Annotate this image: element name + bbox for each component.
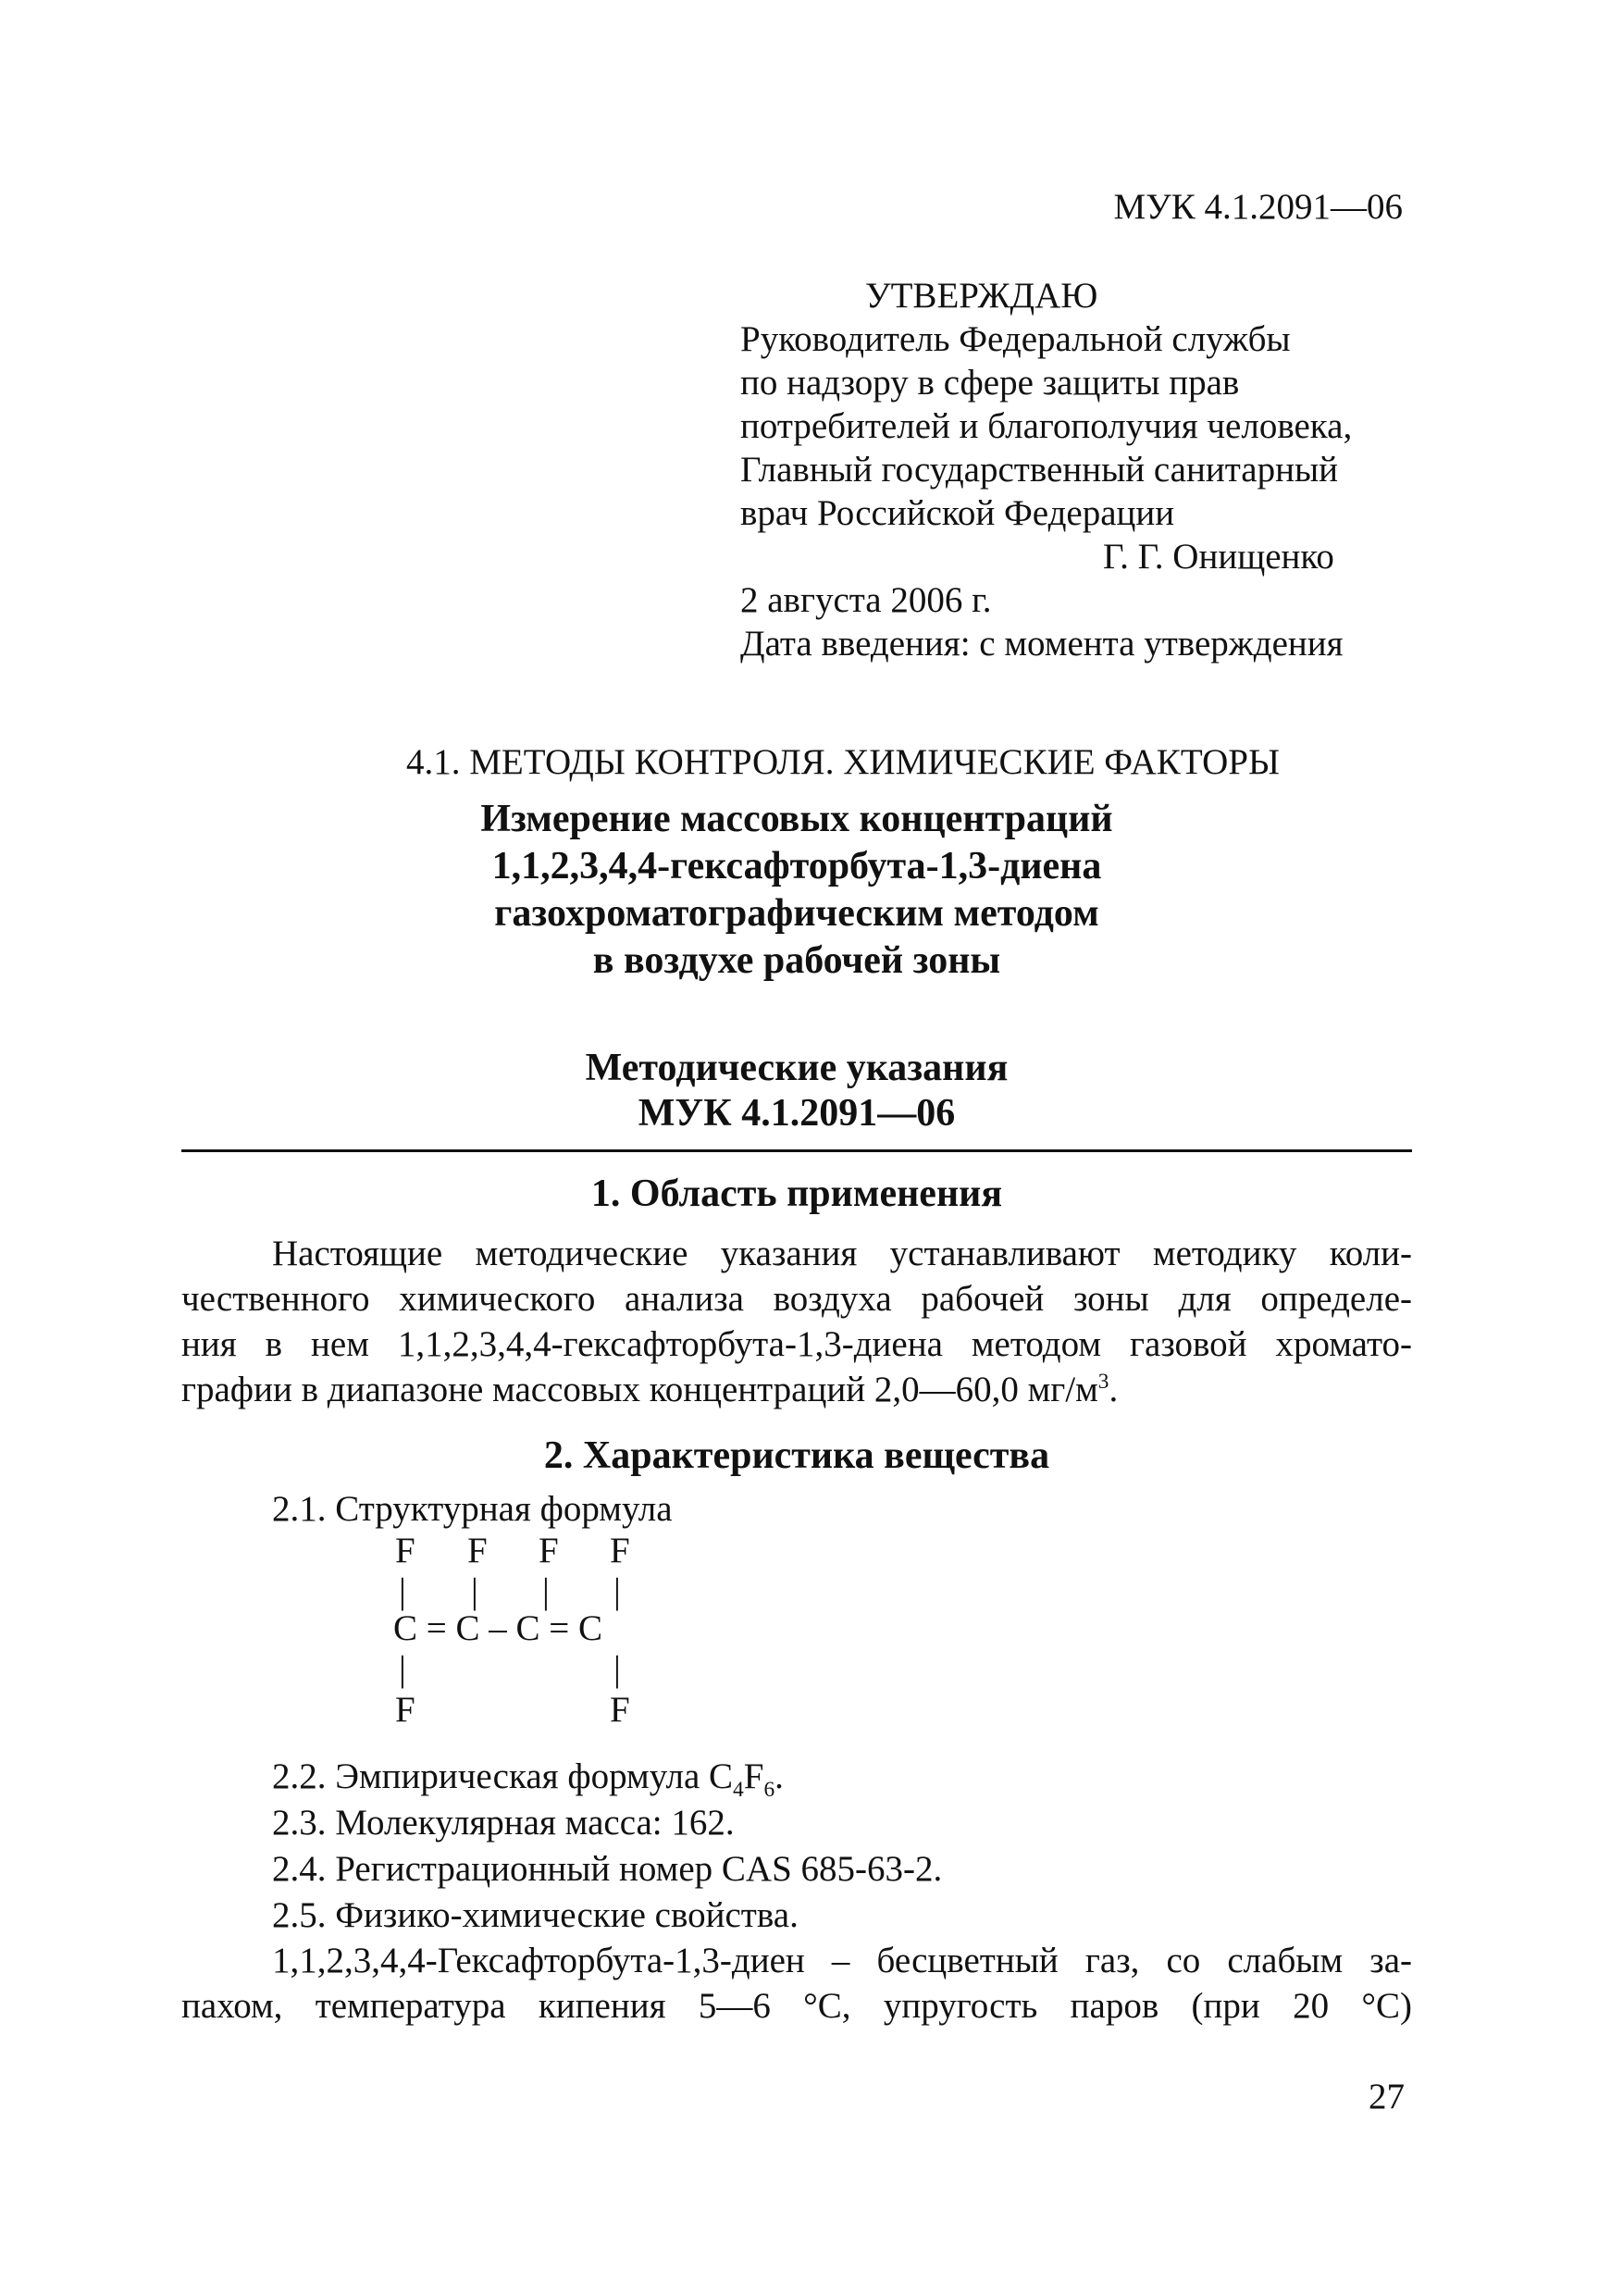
section-header: 4.1. МЕТОДЫ КОНТРОЛЯ. ХИМИЧЕСКИЕ ФАКТОРЫ — [406, 742, 1280, 782]
formula-atom: F — [467, 1531, 488, 1570]
item-2-2: 2.2. Эмпирическая формула $C_4F_6$. — [272, 1756, 784, 1802]
approval-date: 2 августа 2006 г. — [740, 580, 992, 620]
guideline-type: Методические указания — [585, 1047, 1009, 1089]
approval-line: Руководитель Федеральной службы — [740, 319, 1291, 359]
paragraph-line: ния в нем 1,1,2,3,4,4-гексафторбута-1,3-диена методом газовой хромато- — [181, 1324, 1412, 1364]
approval-effective-date: Дата введения: с момента утверждения — [740, 624, 1344, 664]
section-1-heading: 1. Область применения — [590, 1173, 1003, 1215]
guideline-title — [181, 1046, 1412, 1136]
main-title-line: в воздухе рабочей зоны — [592, 939, 1001, 982]
structural-formula — [393, 1533, 634, 1764]
title-divider — [181, 1149, 1412, 1152]
formula-bond: | — [471, 1571, 478, 1611]
formula-bond: | — [613, 1571, 621, 1611]
formula-bond: | — [399, 1571, 406, 1611]
paragraph-last-line: графии в диапазоне массовых концентраций 2,0—60,0 $мг/м^3$. — [181, 1370, 1119, 1409]
formula-atom: F — [395, 1690, 415, 1730]
formula-atom: F — [539, 1531, 559, 1570]
approval-line: потребителей и благополучия человека, — [740, 406, 1353, 446]
item-2-1: 2.1. Структурная формула — [272, 1489, 673, 1529]
approval-title: УТВЕРЖДАЮ — [865, 276, 1098, 316]
formula-bond: | — [399, 1649, 406, 1689]
item-2-5: 2.5. Физико-химические свойства. — [272, 1895, 799, 1935]
approval-line: Главный государственный санитарный — [740, 450, 1339, 490]
section-2-heading: 2. Характеристика вещества — [543, 1434, 1050, 1477]
document-code: МУК 4.1.2091—06 — [1113, 187, 1403, 227]
properties-paragraph — [181, 1938, 1412, 2029]
main-title-line: 1,1,2,3,4,4-гексафторбута-1,3-диена — [491, 845, 1102, 887]
section-1-paragraph — [181, 1231, 1412, 1412]
item-2-3: 2.3. Молекулярная масса: 162. — [272, 1803, 735, 1843]
page-number: 27 — [1369, 2077, 1405, 2116]
main-title-line: газохроматографическим методом — [494, 892, 1099, 935]
paragraph-line: пахом, температура кипения 5—6 °С, упругость паров (при 20 °С) — [181, 1986, 1412, 2026]
formula-bond: | — [613, 1649, 621, 1689]
main-title — [181, 796, 1412, 985]
approval-line: по надзору в сфере защиты прав — [740, 363, 1240, 403]
formula-atom: F — [610, 1531, 630, 1570]
approval-line: врач Российской Федерации — [740, 493, 1175, 533]
formula-atom: F — [395, 1531, 415, 1570]
formula-bond: | — [542, 1571, 550, 1611]
guideline-code: МУК 4.1.2091—06 — [638, 1092, 956, 1135]
item-2-4: 2.4. Регистрационный номер CAS 685-63-2. — [272, 1849, 943, 1889]
approval-block — [740, 274, 1443, 665]
formula-chain: C = C – C = C — [393, 1608, 603, 1648]
paragraph-line: 1,1,2,3,4,4-Гексафторбута-1,3-диен – бесцветный газ, со слабым за- — [272, 1941, 1412, 1980]
paragraph-line: чественного химического анализа воздуха рабочей зоны для определе- — [181, 1279, 1412, 1319]
paragraph-line: Настоящие методические указания устанавливают методику коли- — [272, 1234, 1412, 1273]
formula-atom: F — [610, 1690, 630, 1730]
main-title-line: Измерение массовых концентраций — [480, 798, 1113, 840]
approval-signer: Г. Г. Онищенко — [1103, 537, 1334, 577]
